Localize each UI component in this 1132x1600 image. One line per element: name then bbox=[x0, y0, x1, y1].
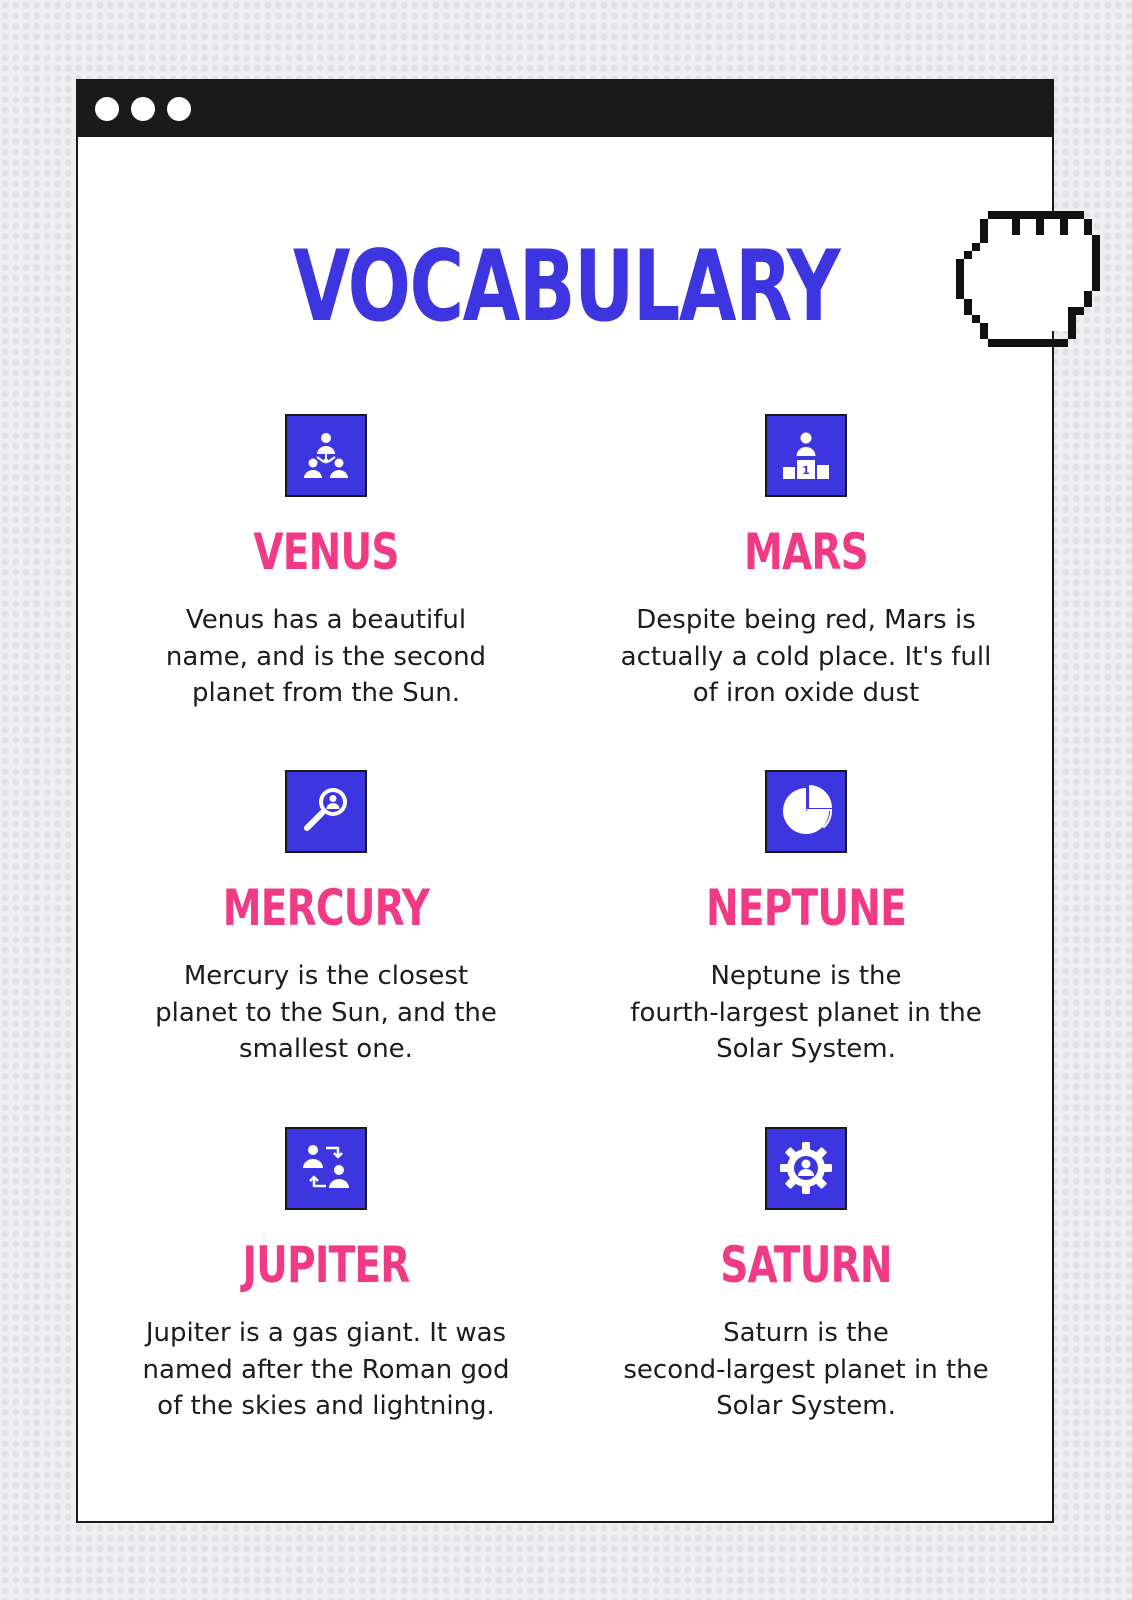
item-description: Neptune is the fourth-largest planet in the Solar System. bbox=[630, 961, 982, 1064]
item-description: Mercury is the closest planet to the Sun, and the smallest one. bbox=[155, 961, 497, 1064]
icon-tile bbox=[285, 1127, 367, 1210]
item-title: MERCURY bbox=[222, 879, 430, 937]
item-title: JUPITER bbox=[242, 1236, 410, 1294]
item-title: VENUS bbox=[253, 523, 399, 581]
icon-tile bbox=[285, 414, 367, 497]
podium-winner-icon bbox=[778, 427, 834, 483]
pie-chart-icon bbox=[778, 783, 834, 839]
window-control-dot[interactable] bbox=[95, 97, 119, 121]
item-description: Despite being red, Mars is actually a cold place. It's full of iron oxide dust bbox=[620, 605, 992, 708]
item-description: Saturn is the second-largest planet in the Solar System. bbox=[623, 1318, 989, 1421]
icon-tile bbox=[765, 1127, 847, 1210]
item-title: MARS bbox=[744, 523, 868, 581]
item-title: NEPTUNE bbox=[706, 879, 906, 937]
search-user-icon bbox=[298, 783, 354, 839]
svg-text:1: 1 bbox=[802, 464, 810, 477]
team-hierarchy-icon bbox=[298, 427, 354, 483]
gear-user-icon bbox=[778, 1140, 834, 1196]
item-description: Jupiter is a gas giant. It was named after the Roman god of the skies and lightning. bbox=[142, 1318, 510, 1421]
icon-tile bbox=[765, 414, 847, 497]
page-title: VOCABULARY bbox=[292, 230, 840, 344]
user-exchange-icon bbox=[298, 1140, 354, 1196]
window-control-dot[interactable] bbox=[131, 97, 155, 121]
window-titlebar bbox=[78, 81, 1052, 137]
item-description: Venus has a beautiful name, and is the second planet from the Sun. bbox=[165, 605, 487, 708]
icon-tile bbox=[285, 770, 367, 853]
window-control-dot[interactable] bbox=[167, 97, 191, 121]
icon-tile bbox=[765, 770, 847, 853]
item-title: SATURN bbox=[720, 1236, 892, 1294]
